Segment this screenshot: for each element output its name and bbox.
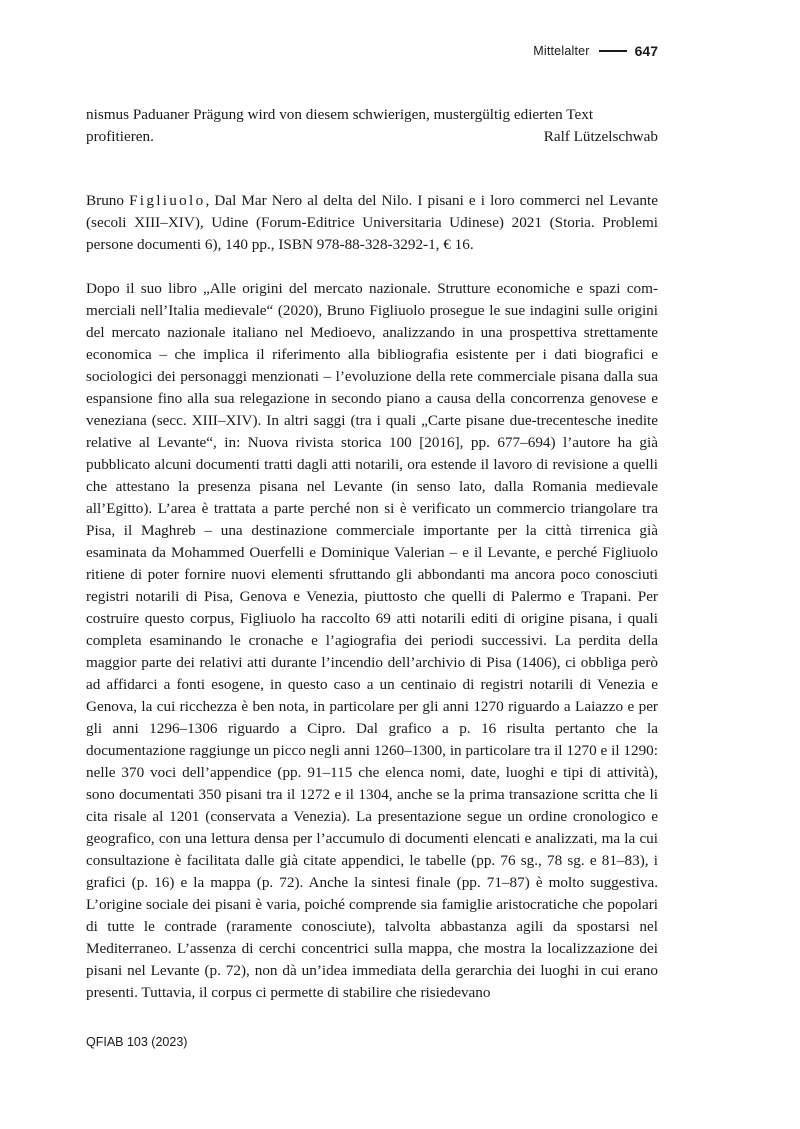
previous-review-last-row (86, 126, 658, 148)
journal-footer: QFIAB 103 (2023) (86, 1035, 188, 1049)
page-number: 647 (634, 43, 658, 59)
review-body (86, 278, 658, 1004)
section-title: Mittelalter (533, 44, 590, 58)
previous-review-ending (86, 104, 658, 148)
header-rule (599, 50, 627, 52)
review-paragraph: Dopo il suo libro „Alle origini del mercato nazionale. Strutture economiche e spazi commerciali nell’Italia medievale“ (2020), Bruno Figliuolo prosegue le sue indagini sulle origini del mercato nazionale italiano nel Medioevo, analizzando in una prospettiva strettamente economica – che implica il riferimento alla bibliografia esistente per i dati biografici e sociologici dei personaggi menzionati – l’evoluzione della rete commerciale pisana dalla sua espansione fino alla sua relegazione in secondo piano a causa della concorrenza genovese e veneziana (secc. XIII–XIV). In altri saggi (tra i quali „Carte pisane due-trecentesche inedite relative al Levante“, in: Nuova rivista storica 100 [2016], pp. 677–694) l’autore ha già pubblicato alcuni documenti tratti dagli atti notarili, ora estende il lavoro di revisione a quelli che attestano la presenza pisana nel Levante (in senso lato, dalla Romania medievale all’Egitto). L’area è trattata a parte perché non si è verificato un commercio triangolare tra Pisa, il Maghreb – una destinazione commerciale importante per la città tirrenica già esaminata da Mohammed Ouerfelli e Dominique Valerian – e il Levante, e perché Figliuolo ritiene di poter fornire nuovi elementi sfruttando gli abbondanti ma ancora poco conosciuti registri notarili di Pisa, Genova e Venezia, piuttosto che quelli di Palermo e Trapani. Per costruire questo corpus, Figliuolo ha raccolto 69 atti notarili editi di origine pisana, i quali completa esaminando le cronache e l’agiografia dei periodi successivi. La perdita della maggior parte dei relativi atti durante l’incendio dell’archivio di Pisa (1406), ci obbliga però ad affidarci a fonti esogene, in questo caso a un centinaio di registri notarili di Venezia e Genova, la cui ricchezza è ben nota, in particolare per gli anni 1270 riguardo a Laiazzo e per gli anni 1296–1306 riguardo a Cipro. Dal grafico a p. 16 risulta pertanto che la documentazione raggiunge un picco negli anni 1260–1300, in particolare tra il 1270 e il 1290: nelle 370 voci dell’appendice (pp. 91–115 che elenca nomi, date, luoghi e tipi di attività), sono documentati 350 pisani tra il 1272 e il 1304, anche se la prima transazione scritta che li cita risale al 1201 (conservata a Venezia). La presentazione segue un ordine cronologico e geografico, con una lettura densa per l’accumulo di documenti elencati e analizzati, ma la cui consultazione è facilitata dalle già citate appendici, le tabelle (pp. 76 sg., 78 sg. e 81–83), i grafici (p. 16) e la mappa (p. 72). Anche la sintesi finale (pp. 71–87) è molto suggestiva. L’origine sociale dei pisani è varia, poiché comprende sia famiglie aristocratiche che popolari di tutte le contrade (raramente conosciute), talvolta abbastanza agili da spostarsi nel Mediterraneo. L’assenza di cerchi concentrici sulla mappa, che mostra la localizzazione dei pisani nel Levante (p. 72), non dà un’idea immediata della gerarchia dei luoghi in cui erano presenti. Tuttavia, il corpus ci permette di stabilire che risiedevano (86, 280, 658, 1001)
citation-details: , Dal Mar Nero al delta del Nilo. I pisani e i loro commerci nel Levante (secoli XIII–XIV), Udine (Forum-Editrice Universitaria Udinese) 2021 (Storia. Problemi persone documenti 6), 140 pp., ISBN 978-88-328-3292-1, € 16. (86, 192, 658, 253)
book-citation (86, 190, 658, 256)
citation-author-first: Bruno (86, 192, 124, 209)
citation-author-surname: Figliuolo (129, 192, 206, 209)
running-head (533, 43, 658, 59)
previous-review-line: profitieren. (86, 128, 154, 145)
reviewer-signature: Ralf Lützelschwab (543, 128, 658, 145)
previous-review-line: nismus Paduaner Prägung wird von diesem schwierigen, mustergültig edierten Text (86, 106, 594, 123)
